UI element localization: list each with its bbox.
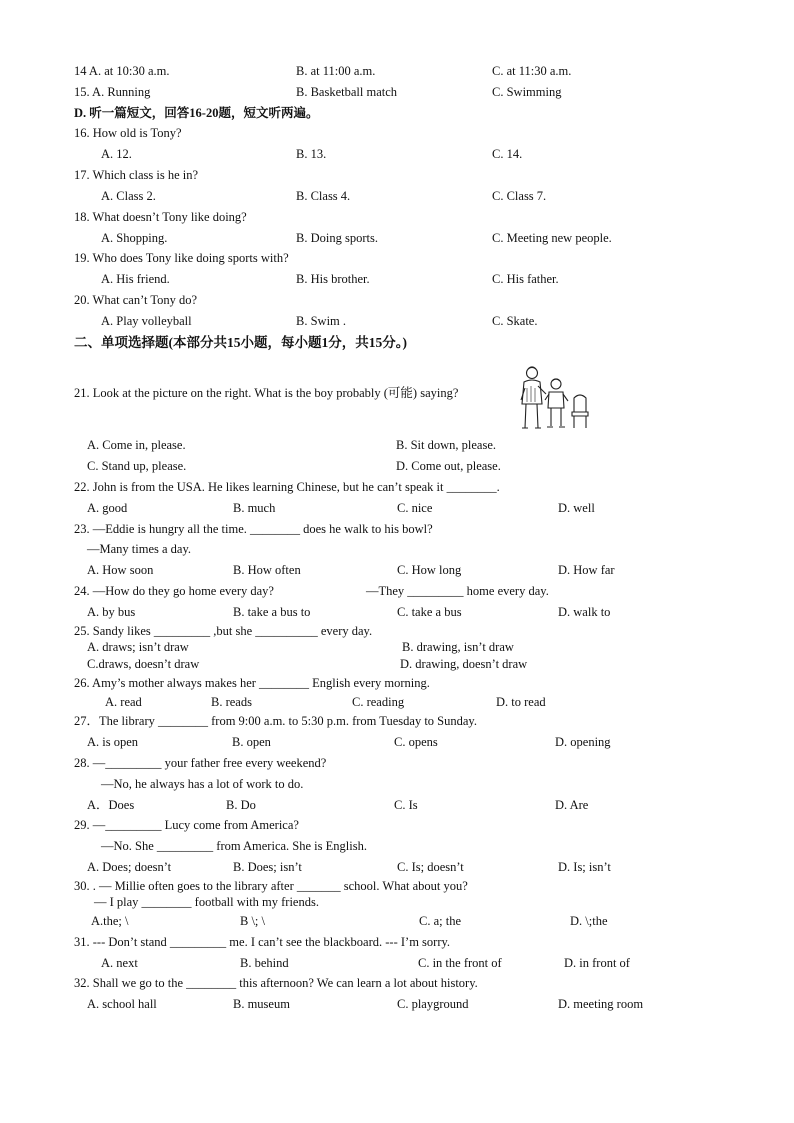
q25-option-b: B. drawing, isn’t draw: [402, 640, 514, 654]
q18-option-b: B. Doing sports.: [296, 231, 378, 245]
q24-option-a: A. by bus: [87, 605, 136, 619]
q29-option-a: A. Does; doesn’t: [87, 860, 172, 874]
q15-option-c: C. Swimming: [492, 85, 562, 99]
q26-option-d: D. to read: [496, 695, 546, 709]
q25-option-c: C.draws, doesn’t draw: [87, 657, 200, 671]
q14-option-a: 14 A. at 10:30 a.m.: [74, 64, 170, 78]
q21-stem: 21. Look at the picture on the right. What is the boy probably (可能) saying?: [74, 386, 459, 400]
q14-option-c: C. at 11:30 a.m.: [492, 64, 572, 78]
q19-option-c: C. His father.: [492, 272, 559, 286]
q18-option-a: A. Shopping.: [101, 231, 168, 245]
q17-option-b: B. Class 4.: [296, 189, 351, 203]
q25-option-d: D. drawing, doesn’t draw: [400, 657, 528, 671]
q21-option-c: C. Stand up, please.: [87, 459, 187, 473]
q21-option-b: B. Sit down, please.: [396, 438, 496, 452]
q24-option-b: B. take a bus to: [233, 605, 311, 619]
q26-stem: 26. Amy’s mother always makes her ________ English every morning.: [74, 676, 430, 690]
q21-option-d: D. Come out, please.: [396, 459, 501, 473]
part2-title: 二、单项选择题(本部分共15小题，每小题1分，共15分。): [74, 335, 407, 350]
q31-option-a: A. next: [101, 956, 138, 970]
q22-option-c: C. nice: [397, 501, 433, 515]
q18-option-c: C. Meeting new people.: [492, 231, 612, 245]
q31-stem: 31. --- Don’t stand _________ me. I can’t see the blackboard. --- I’m sorry.: [74, 935, 451, 949]
q22-stem: 22. John is from the USA. He likes learning Chinese, but he can’t speak it ________.: [74, 480, 500, 494]
q27-option-b: B. open: [232, 735, 271, 749]
q28-option-c: C. Is: [394, 798, 418, 812]
q27-stem: 27．The library ________ from 9:00 a.m. to 5:30 p.m. from Tuesday to Sunday.: [74, 714, 477, 728]
q25-stem: 25. Sandy likes _________ ,but she __________ every day.: [74, 624, 373, 638]
q32-stem: 32. Shall we go to the ________ this afternoon? We can learn a lot about history.: [74, 976, 478, 990]
q30-option-c: C. a; the: [419, 914, 462, 928]
q28-reply: —No, he always has a lot of work to do.: [101, 777, 304, 791]
q28-stem: 28. —_________ your father free every weekend?: [74, 756, 327, 770]
q17-stem: 17. Which class is he in?: [74, 168, 199, 182]
q24-option-c: C. take a bus: [397, 605, 462, 619]
man-and-boy-picture: [518, 364, 590, 432]
q17-option-c: C. Class 7.: [492, 189, 547, 203]
q27-option-c: C. opens: [394, 735, 438, 749]
section-d-heading: D. 听一篇短文，回答16-20题，短文听两遍。: [74, 106, 319, 120]
q32-option-c: C. playground: [397, 997, 469, 1011]
q29-option-c: C. Is; doesn’t: [397, 860, 464, 874]
q23-option-d: D. How far: [558, 563, 615, 577]
q14-option-b: B. at 11:00 a.m.: [296, 64, 376, 78]
q30-option-b: B \; \: [240, 914, 266, 928]
q26-option-c: C. reading: [352, 695, 405, 709]
q15-option-b: B. Basketball match: [296, 85, 398, 99]
q16-option-a: A. 12.: [101, 147, 132, 161]
q23-option-b: B. How often: [233, 563, 301, 577]
q23-option-a: A. How soon: [87, 563, 154, 577]
q18-stem: 18. What doesn’t Tony like doing?: [74, 210, 247, 224]
q20-option-b: B. Swim .: [296, 314, 347, 328]
q21-option-a: A. Come in, please.: [87, 438, 186, 452]
q31-option-b: B. behind: [240, 956, 289, 970]
q31-option-c: C. in the front of: [418, 956, 502, 970]
q26-option-b: B. reads: [211, 695, 252, 709]
q22-option-b: B. much: [233, 501, 276, 515]
q27-option-d: D. opening: [555, 735, 611, 749]
q19-option-b: B. His brother.: [296, 272, 370, 286]
q30-option-d: D. \;the: [570, 914, 608, 928]
q24-reply: —They _________ home every day.: [366, 584, 549, 598]
q30-option-a: A.the; \: [91, 914, 129, 928]
q22-option-a: A. good: [87, 501, 128, 515]
q20-option-c: C. Skate.: [492, 314, 538, 328]
q24-stem: 24. —How do they go home every day?: [74, 584, 274, 598]
q30-stem: 30. . — Millie often goes to the library after _______ school. What about you?: [74, 879, 468, 893]
q23-stem: 23. —Eddie is hungry all the time. ________ does he walk to his bowl?: [74, 522, 433, 536]
q19-stem: 19. Who does Tony like doing sports with?: [74, 251, 289, 265]
q28-option-d: D. Are: [555, 798, 589, 812]
q29-reply: —No. She _________ from America. She is English.: [101, 839, 367, 853]
q31-option-d: D. in front of: [564, 956, 630, 970]
q27-option-a: A. is open: [87, 735, 139, 749]
q20-option-a: A. Play volleyball: [101, 314, 192, 328]
q29-option-d: D. Is; isn’t: [558, 860, 611, 874]
q22-option-d: D. well: [558, 501, 595, 515]
q16-option-b: B. 13.: [296, 147, 327, 161]
q24-option-d: D. walk to: [558, 605, 611, 619]
q19-option-a: A. His friend.: [101, 272, 170, 286]
q15-option-a: 15. A. Running: [74, 85, 151, 99]
q23-option-c: C. How long: [397, 563, 462, 577]
q28-option-b: B. Do: [226, 798, 256, 812]
q17-option-a: A. Class 2.: [101, 189, 156, 203]
q16-option-c: C. 14.: [492, 147, 523, 161]
q32-option-a: A. school hall: [87, 997, 157, 1011]
q29-option-b: B. Does; isn’t: [233, 860, 302, 874]
q25-option-a: A. draws; isn’t draw: [87, 640, 189, 654]
q26-option-a: A. read: [105, 695, 142, 709]
q20-stem: 20. What can’t Tony do?: [74, 293, 198, 307]
q16-stem: 16. How old is Tony?: [74, 126, 182, 140]
q28-option-a: A．Does: [87, 798, 135, 812]
q32-option-d: D. meeting room: [558, 997, 644, 1011]
q29-stem: 29. —_________ Lucy come from America?: [74, 818, 299, 832]
q23-reply: —Many times a day.: [87, 542, 192, 556]
q32-option-b: B. museum: [233, 997, 290, 1011]
q30-reply: — I play ________ football with my friends.: [94, 895, 319, 909]
